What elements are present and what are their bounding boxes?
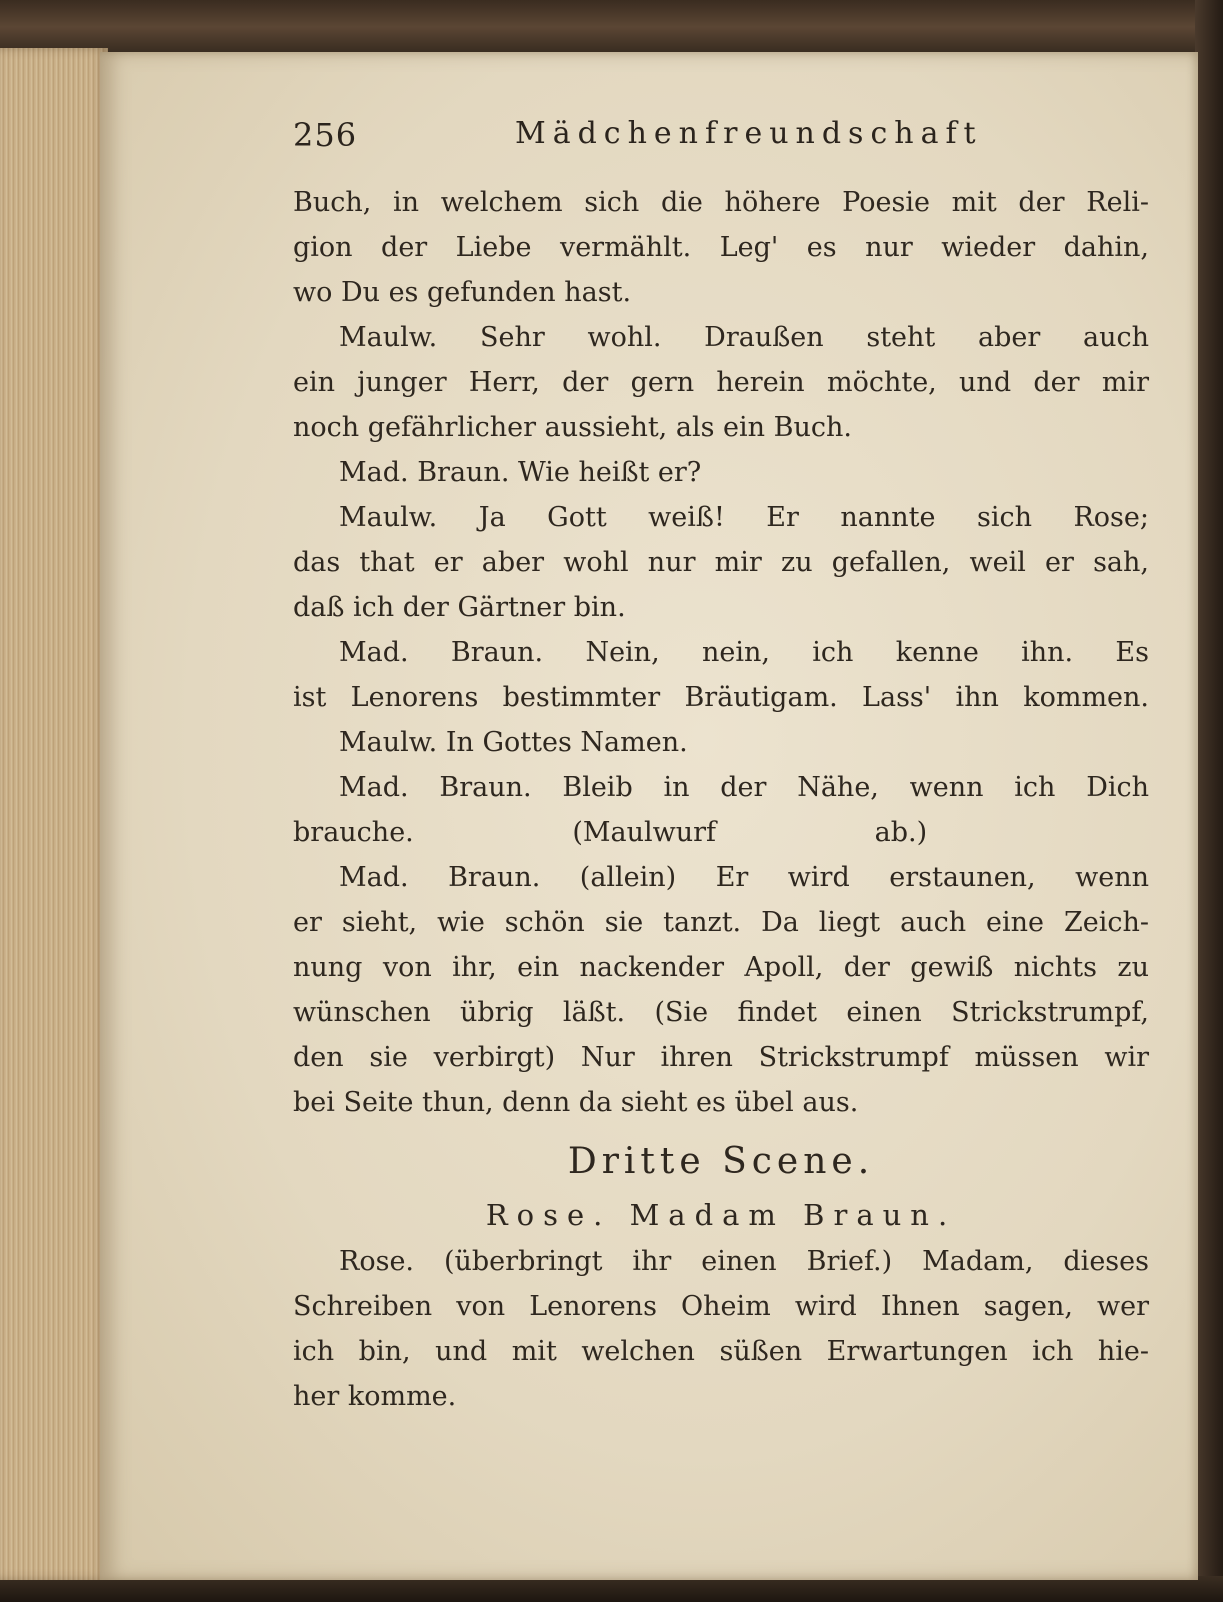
- text-line: Rose. (überbringt ihr einen Brief.) Madam, dieses: [339, 1246, 1149, 1277]
- book-cover-edge: [1195, 0, 1223, 1602]
- text-line: den sie verbirgt) Nur ihren Strickstrumpf müssen wir: [293, 1042, 1149, 1073]
- book-binding-top: [0, 0, 1223, 60]
- text-line: gion der Liebe vermählt. Leg' es nur wieder dahin,: [293, 232, 1149, 263]
- page-header: [293, 112, 983, 160]
- text-line: Mad. Braun. (allein) Er wird erstaunen, wenn: [339, 862, 1149, 893]
- text-line: her komme.: [293, 1381, 457, 1412]
- text-line: brauche. (Maulwurf ab.): [293, 817, 928, 848]
- text-line: Mad. Braun. Bleib in der Nähe, wenn ich Dich: [339, 772, 1149, 803]
- text-line: wo Du es gefunden hast.: [293, 277, 632, 308]
- page-edges-stack: [0, 48, 108, 1580]
- page-text: [293, 180, 1149, 1419]
- scene-heading: Dritte Scene.: [567, 1141, 875, 1182]
- text-line: noch gefährlicher aussieht, als ein Buch.: [293, 412, 852, 443]
- text-line: Maulw. In Gottes Namen.: [339, 727, 688, 758]
- text-line: er sieht, wie schön sie tanzt. Da liegt auch eine Zeich-: [293, 907, 1149, 938]
- text-line: Mad. Braun. Wie heißt er?: [339, 457, 702, 488]
- text-line: Maulw. Ja Gott weiß! Er nannte sich Rose;: [339, 502, 1149, 533]
- text-line: das that er aber wohl nur mir zu gefallen, weil er sah,: [293, 547, 1149, 578]
- running-title: Mädchenfreundschaft: [515, 116, 983, 151]
- text-line: bei Seite thun, denn da sieht es übel aus.: [293, 1087, 859, 1118]
- text-line: daß ich der Gärtner bin.: [293, 592, 626, 623]
- page-number: 256: [293, 116, 358, 154]
- text-line: ist Lenorens bestimmter Bräutigam. Lass' ihn kommen.: [293, 682, 1149, 713]
- text-line: Maulw. Sehr wohl. Draußen steht aber auch: [339, 322, 1149, 353]
- text-line: Mad. Braun. Nein, nein, ich kenne ihn. Es: [339, 637, 1149, 668]
- text-line: wünschen übrig läßt. (Sie findet einen Strickstrumpf,: [293, 997, 1149, 1028]
- text-line: Buch, in welchem sich die höhere Poesie mit der Reli-: [293, 187, 1149, 218]
- text-line: ein junger Herr, der gern herein möchte, und der mir: [293, 367, 1149, 398]
- scene-cast-list: Rose. Madam Braun.: [485, 1198, 957, 1232]
- text-line: Schreiben von Lenorens Oheim wird Ihnen sagen, wer: [293, 1291, 1149, 1322]
- text-line: ich bin, und mit welchen süßen Erwartungen ich hie-: [293, 1336, 1149, 1367]
- text-line: nung von ihr, ein nackender Apoll, der gewiß nichts zu: [293, 952, 1149, 983]
